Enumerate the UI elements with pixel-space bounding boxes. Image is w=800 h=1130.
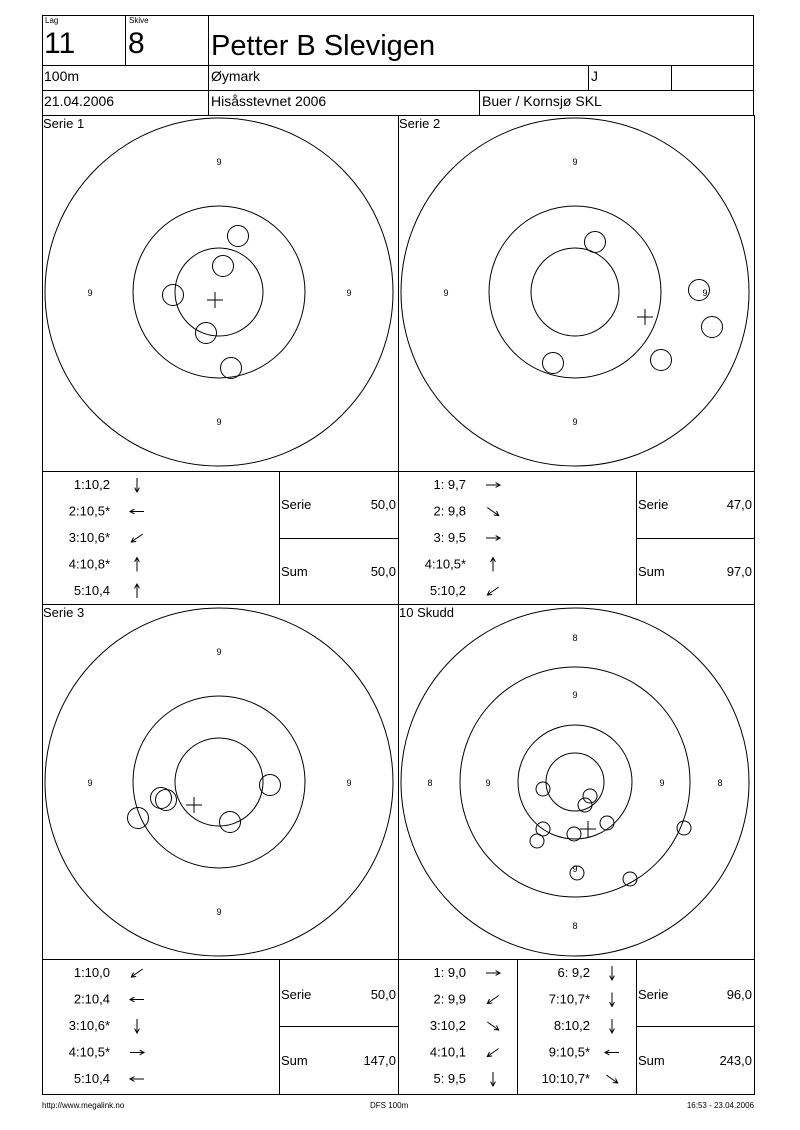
serie-2-value: 47,0 xyxy=(726,497,752,512)
lag-label: Lag xyxy=(45,16,59,25)
serie-3-title: Serie 3 xyxy=(43,605,85,620)
shot-score: 5: 9,5 xyxy=(433,1071,466,1086)
shot-score: 4:10,8* xyxy=(68,556,110,572)
shot-score: 1:10,2 xyxy=(73,477,110,492)
shot-score: 5:10,2 xyxy=(429,583,466,598)
shot-score: 7:10,7* xyxy=(548,991,590,1007)
shot-score: 4:10,5* xyxy=(424,556,466,572)
direction-arrow-right xyxy=(486,971,500,976)
shot-score: 3:10,6* xyxy=(68,1018,110,1033)
ring-label: 9 xyxy=(216,417,222,427)
target-total xyxy=(401,608,749,956)
direction-arrow-right xyxy=(486,483,500,488)
serie-1-value: 50,0 xyxy=(370,497,396,512)
shot-score: 2:10,5* xyxy=(68,503,110,519)
sum-3-value: 147,0 xyxy=(363,1053,396,1068)
sum-3-label: Sum xyxy=(281,1053,308,1068)
ring-label: 9 xyxy=(216,647,222,657)
sum-2-label: Sum xyxy=(638,564,665,579)
shot-hole xyxy=(536,782,550,796)
direction-arrow-down-left xyxy=(487,996,498,1004)
shot-score: 3:10,6* xyxy=(68,530,110,545)
ring-label: 9 xyxy=(216,907,222,917)
group-center-marker xyxy=(207,292,223,308)
target-serie-2 xyxy=(401,118,749,466)
shot-score: 5:10,4 xyxy=(73,1071,110,1086)
direction-arrow-left xyxy=(130,997,144,1002)
shot-hole xyxy=(163,285,184,306)
footer-timestamp: 16:53 - 23.04.2006 xyxy=(686,1101,754,1110)
footer-program: DFS 100m xyxy=(370,1101,409,1110)
distance: 100m xyxy=(44,68,80,84)
serie-2-title: Serie 2 xyxy=(399,116,441,131)
serie-4-value: 96,0 xyxy=(726,987,752,1002)
shot-score: 8:10,2 xyxy=(553,1018,590,1033)
sum-2-value: 97,0 xyxy=(726,564,752,579)
ring-label: 8 xyxy=(427,778,433,788)
shot-score: 1:10,0 xyxy=(73,965,110,980)
shot-score: 2: 9,8 xyxy=(433,503,466,519)
shot-hole xyxy=(585,232,606,253)
shot-score: 2:10,4 xyxy=(73,991,110,1007)
shot-hole xyxy=(221,358,242,379)
ring-label: 8 xyxy=(717,778,723,788)
ring-label: 9 xyxy=(572,417,578,427)
shot-hole xyxy=(702,317,723,338)
ring-label: 9 xyxy=(702,288,708,298)
skive-label: Skive xyxy=(129,16,149,25)
shot-hole xyxy=(578,798,592,812)
direction-arrow-down-left xyxy=(131,969,142,977)
ring-label: 9 xyxy=(572,690,578,700)
ring-label: 9 xyxy=(346,288,352,298)
ring-label: 9 xyxy=(87,778,93,788)
shot-hole xyxy=(530,834,544,848)
group-center-marker xyxy=(637,309,653,325)
direction-arrow-down-left xyxy=(487,1049,498,1057)
shooter-class: J xyxy=(591,68,598,84)
direction-arrow-up xyxy=(135,584,140,598)
direction-arrow-down-right xyxy=(487,508,498,516)
total-title: 10 Skudd xyxy=(399,605,454,620)
shot-hole xyxy=(677,821,691,835)
shot-score: 6: 9,2 xyxy=(557,965,590,980)
direction-arrow-down xyxy=(610,993,615,1007)
shot-hole xyxy=(600,816,614,830)
serie-3-label: Serie xyxy=(281,987,312,1002)
ring-label: 9 xyxy=(87,288,93,298)
sum-4-value: 243,0 xyxy=(719,1053,752,1068)
direction-arrow-down xyxy=(610,1019,615,1033)
direction-arrow-down-left xyxy=(487,587,498,595)
event-name: Hisåsstevnet 2006 xyxy=(211,93,327,109)
ring-label: 9 xyxy=(572,157,578,167)
shooter-name: Petter B Slevigen xyxy=(211,30,436,62)
sum-1-label: Sum xyxy=(281,564,308,579)
shot-score: 1: 9,0 xyxy=(433,965,466,980)
date: 21.04.2006 xyxy=(44,93,115,109)
group-center-marker xyxy=(580,821,596,837)
shot-hole xyxy=(651,350,672,371)
serie-3-value: 50,0 xyxy=(370,987,396,1002)
direction-arrow-down-left xyxy=(131,534,142,542)
ring-label: 9 xyxy=(216,157,222,167)
target-serie-3 xyxy=(45,608,393,956)
direction-arrow-left xyxy=(605,1050,619,1055)
ring-label: 9 xyxy=(659,778,665,788)
direction-arrow-down xyxy=(135,1019,140,1033)
shot-score: 4:10,5* xyxy=(68,1044,110,1060)
shot-hole xyxy=(228,226,249,247)
sum-4-label: Sum xyxy=(638,1053,665,1068)
direction-arrow-down-right xyxy=(606,1075,617,1083)
direction-arrow-left xyxy=(130,509,144,514)
skive-value: 8 xyxy=(128,27,145,60)
direction-arrow-down xyxy=(491,1072,496,1086)
group-center-marker xyxy=(186,797,202,813)
ring-label: 9 xyxy=(443,288,449,298)
ring-label: 8 xyxy=(572,921,578,931)
ring-label: 8 xyxy=(572,633,578,643)
shot-hole xyxy=(543,353,564,374)
shot-hole xyxy=(583,789,597,803)
shot-hole xyxy=(196,323,217,344)
footer-url[interactable]: http://www.megalink.no xyxy=(42,1101,125,1110)
direction-arrow-right xyxy=(486,536,500,541)
direction-arrow-up xyxy=(491,558,496,572)
target-serie-1 xyxy=(45,118,393,466)
club-name: Buer / Kornsjø SKL xyxy=(482,93,602,109)
direction-arrow-down xyxy=(135,478,140,492)
direction-arrow-down xyxy=(610,966,615,980)
serie-2-label: Serie xyxy=(638,497,669,512)
shot-score: 3:10,2 xyxy=(429,1018,466,1033)
shot-score: 10:10,7* xyxy=(541,1071,590,1086)
direction-arrow-left xyxy=(130,1077,144,1082)
shot-score: 9:10,5* xyxy=(548,1044,590,1060)
ring-label: 9 xyxy=(485,778,491,788)
ring-label: 9 xyxy=(572,864,578,874)
shot-score: 5:10,4 xyxy=(73,583,110,598)
lag-value: 11 xyxy=(44,27,76,60)
serie-4-label: Serie xyxy=(638,987,669,1002)
direction-arrow-up xyxy=(135,558,140,572)
location: Øymark xyxy=(211,68,260,84)
shot-hole xyxy=(623,872,637,886)
ring-label: 9 xyxy=(346,778,352,788)
shot-score: 3: 9,5 xyxy=(433,530,466,545)
shot-score: 2: 9,9 xyxy=(433,991,466,1007)
direction-arrow-right xyxy=(130,1050,144,1055)
sum-1-value: 50,0 xyxy=(370,564,396,579)
serie-1-label: Serie xyxy=(281,497,312,512)
shot-hole xyxy=(213,256,234,277)
direction-arrow-down-right xyxy=(487,1022,498,1030)
shot-score: 4:10,1 xyxy=(429,1044,466,1060)
shot-score: 1: 9,7 xyxy=(433,477,466,492)
serie-1-title: Serie 1 xyxy=(43,116,85,131)
